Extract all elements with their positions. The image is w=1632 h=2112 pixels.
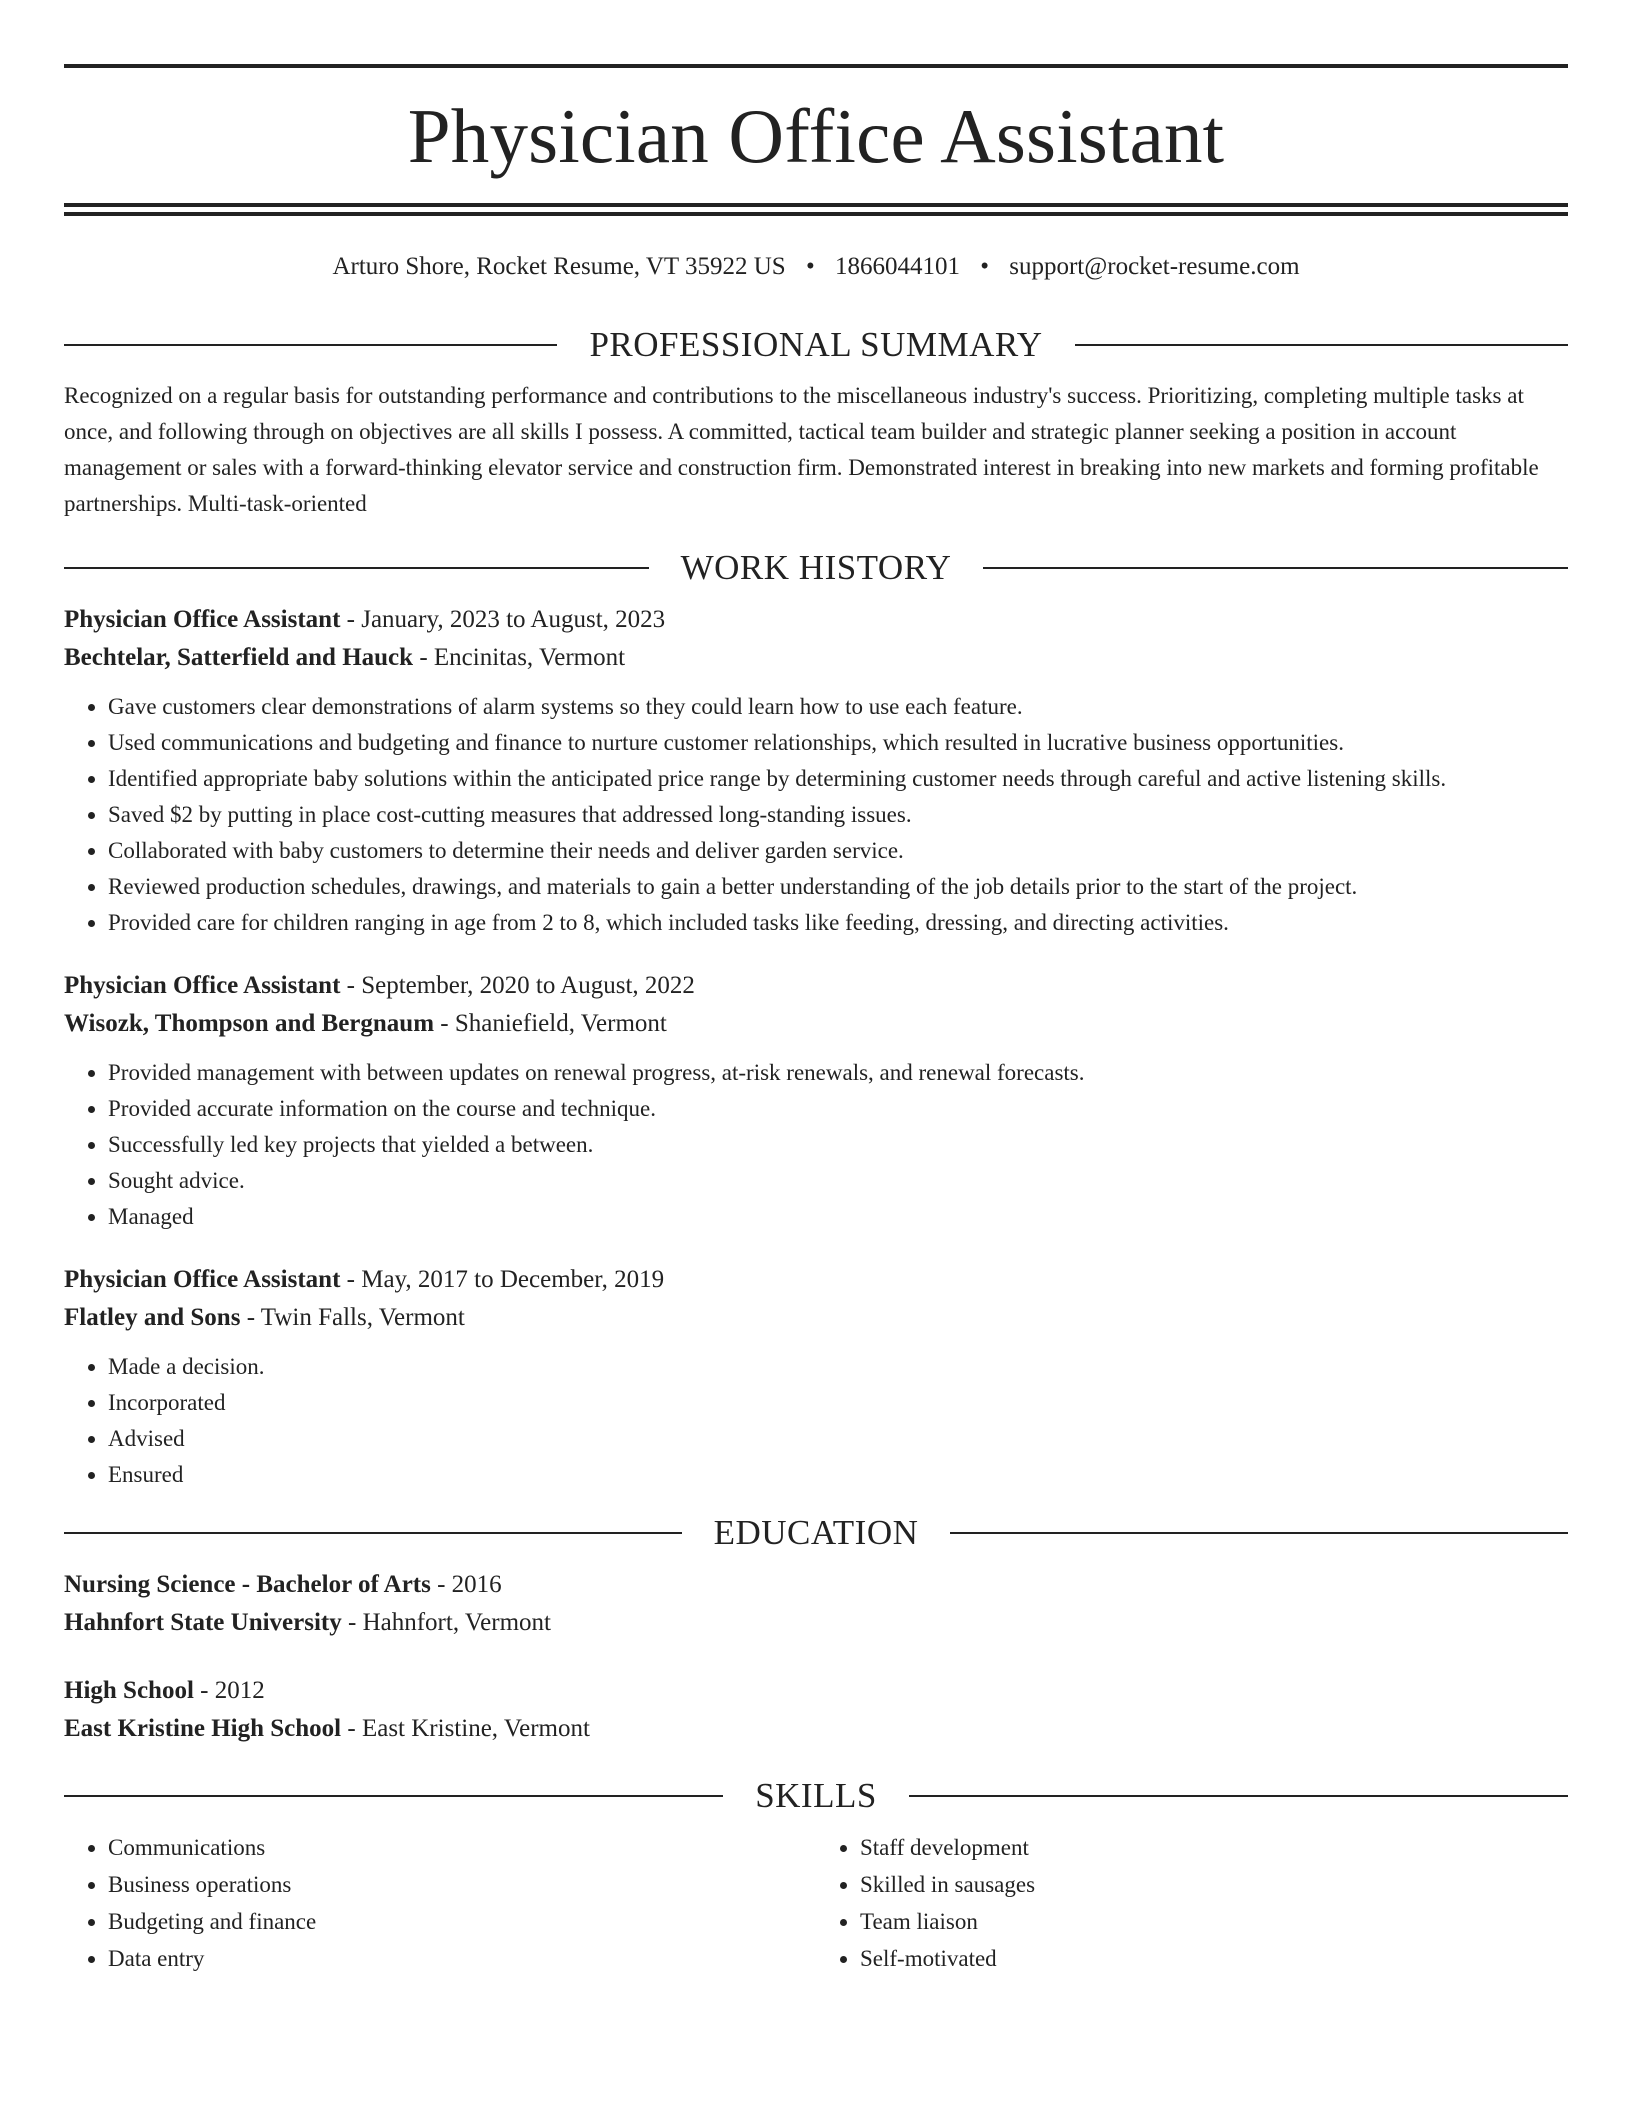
skill-item: • Communications	[108, 1829, 816, 1866]
job-dates: - January, 2023 to August, 2023	[340, 606, 666, 633]
heading-rule-right	[950, 1532, 1568, 1534]
job-company-line	[64, 1299, 1568, 1337]
list-item: • Advised	[108, 1421, 1568, 1457]
school-location: - Hahnfort, Vermont	[341, 1609, 551, 1636]
skill-item: • Skilled in sausages	[860, 1866, 1568, 1903]
skill-item: • Team liaison	[860, 1903, 1568, 1940]
school-line	[64, 1710, 1568, 1748]
heading-rule-right	[1075, 344, 1568, 346]
job-dates: - September, 2020 to August, 2022	[340, 972, 695, 999]
skills-column-right	[816, 1829, 1568, 1977]
contact-email: support@rocket-resume.com	[1009, 253, 1300, 280]
section-label: SKILLS	[755, 1776, 877, 1815]
list-item: • Collaborated with baby customers to determine their needs and deliver garden service.	[108, 833, 1568, 869]
job-title-line	[64, 1261, 1568, 1299]
education-entry	[64, 1672, 1568, 1748]
summary-heading	[64, 327, 1568, 362]
job-title: Physician Office Assistant	[64, 1266, 341, 1293]
job-bullets	[64, 689, 1568, 941]
list-item: • Ensured	[108, 1457, 1568, 1493]
list-item: • Provided accurate information on the course and technique.	[108, 1091, 1568, 1127]
skill-item: • Staff development	[860, 1829, 1568, 1866]
list-item: • Managed	[108, 1199, 1568, 1235]
job-location: - Twin Falls, Vermont	[240, 1304, 465, 1331]
job-entry	[64, 601, 1568, 941]
heading-rule-left	[64, 1795, 723, 1797]
list-item: • Used communications and budgeting and finance to nurture customer relationships, which resulted in lucrative business opportunities.	[108, 725, 1568, 761]
skills-list	[64, 1829, 1568, 1977]
list-item: • Gave customers clear demonstrations of alarm systems so they could learn how to use each feature.	[108, 689, 1568, 725]
list-item: • Made a decision.	[108, 1349, 1568, 1385]
contact-separator: •	[805, 253, 815, 280]
list-item: • Sought advice.	[108, 1163, 1568, 1199]
skills-heading	[64, 1778, 1568, 1813]
summary-text: Recognized on a regular basis for outstanding performance and contributions to the miscellaneous industry's success. Prioritizing, completing multiple tasks at once, and following through on objectives are all skills I possess. A committed, tactical team builder and strategic planner seeking a position in account management or sales with a forward-thinking elevator service and construction firm. Demonstrated interest in breaking into new markets and forming profitable partnerships. Multi-task-oriented	[64, 383, 1539, 516]
degree-line	[64, 1566, 1568, 1604]
degree-line	[64, 1672, 1568, 1710]
skill-item: • Self-motivated	[860, 1940, 1568, 1977]
list-item: • Provided management with between updates on renewal progress, at-risk renewals, and renewal forecasts.	[108, 1055, 1568, 1091]
job-title: Physician Office Assistant	[64, 606, 341, 633]
resume-title: Physician Office Assistant	[407, 93, 1225, 179]
skill-item: • Budgeting and finance	[108, 1903, 816, 1940]
degree: Nursing Science - Bachelor of Arts	[64, 1571, 431, 1598]
job-bullets	[64, 1349, 1568, 1493]
work-history-heading	[64, 550, 1568, 585]
heading-rule-left	[64, 1532, 682, 1534]
list-item: • Provided care for children ranging in age from 2 to 8, which included tasks like feeding, dressing, and directing activities.	[108, 905, 1568, 941]
job-dates: - May, 2017 to December, 2019	[340, 1266, 665, 1293]
job-company: Wisozk, Thompson and Bergnaum	[64, 1010, 435, 1037]
skills-column-left	[64, 1829, 816, 1977]
section-label: PROFESSIONAL SUMMARY	[589, 325, 1043, 364]
heading-rule-left	[64, 567, 649, 569]
skill-item: • Business operations	[108, 1866, 816, 1903]
heading-rule-right	[909, 1795, 1568, 1797]
school-location: - East Kristine, Vermont	[341, 1715, 590, 1742]
section-label: EDUCATION	[713, 1513, 919, 1552]
contact-address: Arturo Shore, Rocket Resume, VT 35922 US	[332, 253, 786, 280]
resume-page	[64, 64, 1568, 1977]
job-title-line	[64, 967, 1568, 1005]
contact-phone: 1866044101	[834, 253, 960, 280]
degree: High School	[64, 1677, 194, 1704]
school-line	[64, 1604, 1568, 1642]
education-heading	[64, 1515, 1568, 1550]
list-item: • Successfully led key projects that yielded a between.	[108, 1127, 1568, 1163]
job-company: Bechtelar, Satterfield and Hauck	[64, 644, 414, 671]
job-title-line	[64, 601, 1568, 639]
section-label: WORK HISTORY	[680, 548, 952, 587]
list-item: • Reviewed production schedules, drawings, and materials to gain a better understanding of the job details prior to the start of the project.	[108, 869, 1568, 905]
list-item: • Saved $2 by putting in place cost-cutting measures that addressed long-standing issues.	[108, 797, 1568, 833]
heading-rule-right	[983, 567, 1568, 569]
top-rule	[64, 64, 1568, 68]
education-entry	[64, 1566, 1568, 1642]
heading-rule-left	[64, 344, 557, 346]
job-location: - Shaniefield, Vermont	[434, 1010, 667, 1037]
contact-separator: •	[980, 253, 989, 280]
contact-line	[64, 254, 1568, 279]
job-title: Physician Office Assistant	[64, 972, 341, 999]
list-item: • Identified appropriate baby solutions within the anticipated price range by determining customer needs through careful and active listening skills.	[108, 761, 1568, 797]
title-rule-upper	[64, 203, 1568, 207]
job-company-line	[64, 639, 1568, 677]
school: East Kristine High School	[64, 1715, 342, 1742]
job-location: - Encinitas, Vermont	[413, 644, 626, 671]
job-bullets	[64, 1055, 1568, 1235]
graduation-year: - 2016	[430, 1571, 502, 1598]
graduation-year: - 2012	[193, 1677, 265, 1704]
title-rule-lower	[64, 212, 1568, 216]
job-entry	[64, 967, 1568, 1235]
job-entry	[64, 1261, 1568, 1493]
skill-item: • Data entry	[108, 1940, 816, 1977]
list-item: • Incorporated	[108, 1385, 1568, 1421]
job-company-line	[64, 1005, 1568, 1043]
job-company: Flatley and Sons	[64, 1304, 241, 1331]
school: Hahnfort State University	[64, 1609, 342, 1636]
